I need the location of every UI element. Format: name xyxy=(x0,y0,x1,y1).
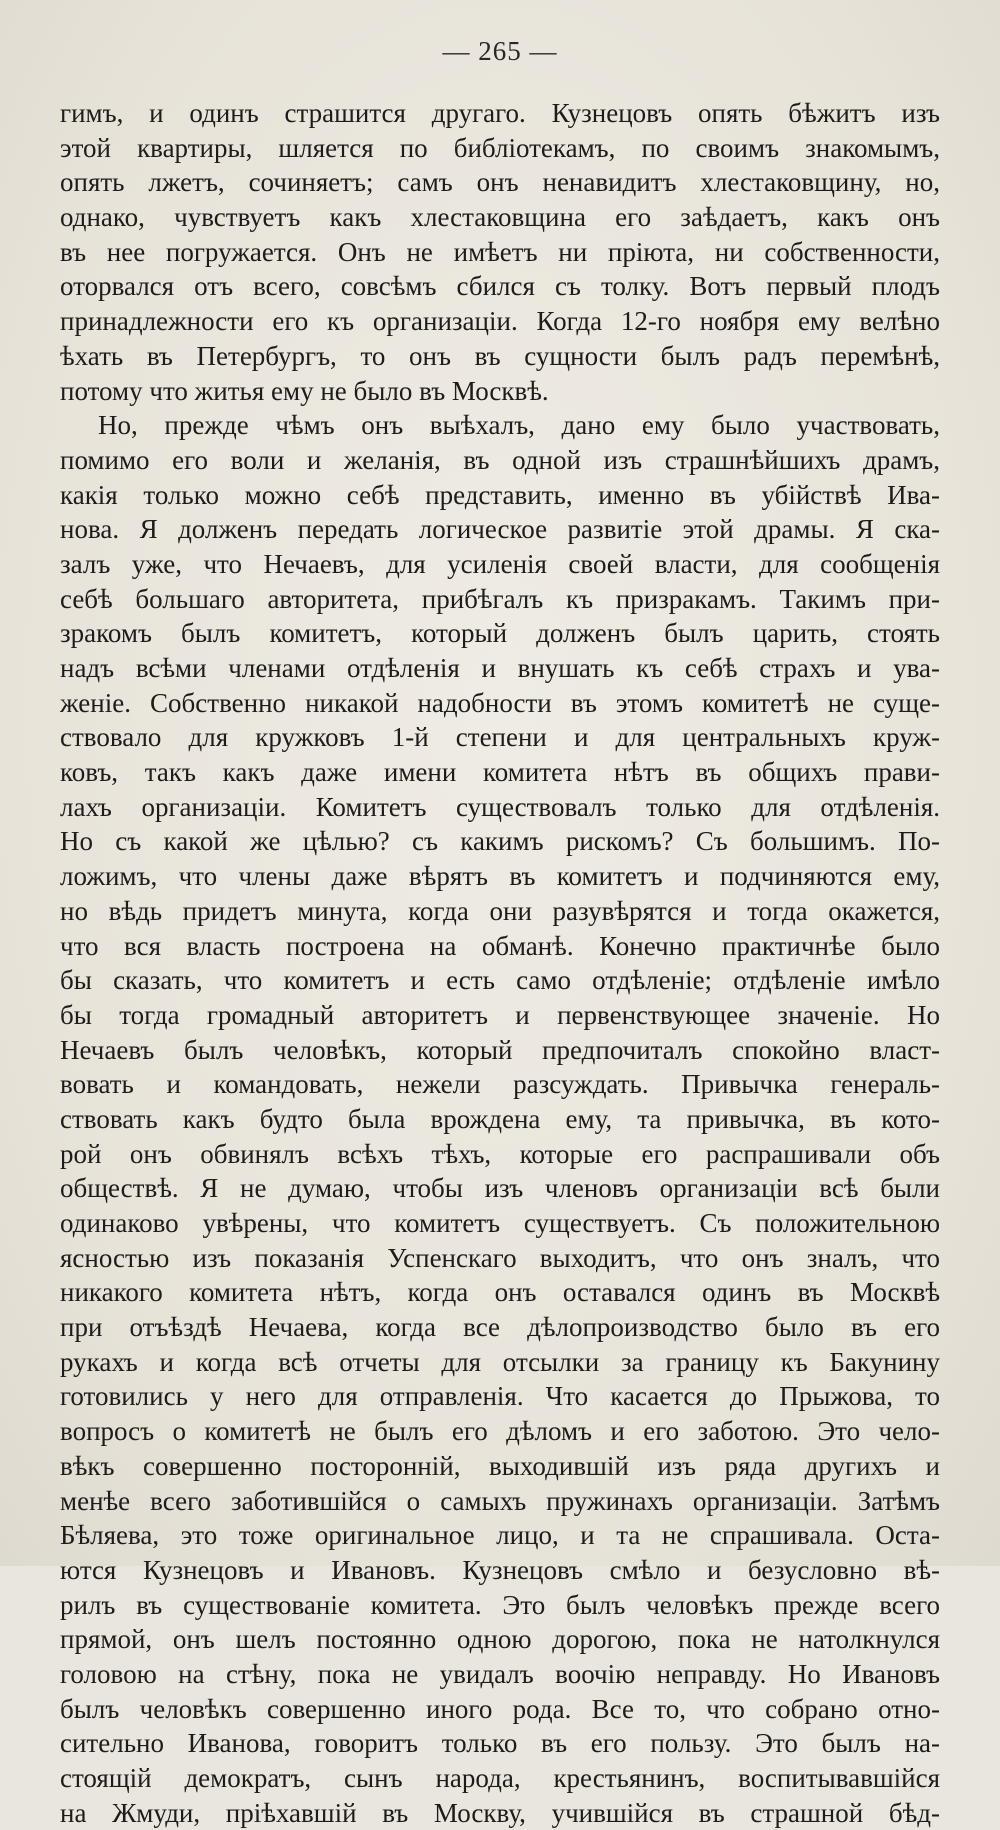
text-line: ствовало для кружковъ 1-й степени и для центральныхъ круж- xyxy=(60,722,940,753)
text-line: готовились у него для отправленія. Что касается до Прыжова, то xyxy=(60,1381,940,1412)
text-line: помимо его воли и желанія, въ одной изъ страшнѣйшихъ драмъ, xyxy=(60,444,940,475)
text-line: но вѣдь придетъ минута, когда они разувѣрятся и тогда окажется, xyxy=(60,895,940,926)
text-line: Но съ какой же цѣлью? съ какимъ рискомъ? Съ большимъ. По- xyxy=(60,826,940,857)
text-line: рукахъ и когда всѣ отчеты для отсылки за границу къ Бакунину xyxy=(60,1346,940,1377)
text-line: ковъ, такъ какъ даже имени комитета нѣтъ въ общихъ прави- xyxy=(60,757,940,788)
text-line: какія только можно себѣ представить, именно въ убійствѣ Ива- xyxy=(60,479,940,510)
text-line: ѣхать въ Петербургъ, то онъ въ сущности былъ радъ перемѣнѣ, xyxy=(60,340,940,371)
text-line: въ нее погружается. Онъ не имѣетъ ни пріюта, ни собственности, xyxy=(60,236,940,267)
text-line: Но, прежде чѣмъ онъ выѣхалъ, дано ему было участвовать, xyxy=(98,410,940,441)
text-line: что вся власть построена на обманѣ. Конечно практичнѣе было xyxy=(60,930,940,961)
text-line: оторвался отъ всего, совсѣмъ сбился съ толку. Вотъ первый плодъ xyxy=(60,271,940,302)
text-line: менѣе всего заботившійся о самыхъ пружинахъ организаціи. Затѣмъ xyxy=(60,1485,940,1516)
text-line: себѣ большаго авторитета, прибѣгалъ къ призракамъ. Такимъ при- xyxy=(60,583,940,614)
text-line: бы сказать, что комитетъ и есть само отдѣленіе; отдѣленіе имѣло xyxy=(60,965,940,996)
text-line: прямой, онъ шелъ постоянно одною дорогою, пока не натолкнулся xyxy=(60,1624,940,1655)
text-line: опять лжетъ, сочиняетъ; самъ онъ ненавидитъ хлестаковщину, но, xyxy=(60,167,940,198)
text-line: вовать и командовать, нежели разсуждать. Привычка генераль- xyxy=(60,1069,940,1100)
text-line: лахъ организаціи. Комитетъ существовалъ только для отдѣленія. xyxy=(60,791,940,822)
text-line: ложимъ, что члены даже вѣрятъ въ комитетъ и подчиняются ему, xyxy=(60,861,940,892)
text-line: Бѣляева, это тоже оригинальное лицо, и та не спрашивала. Оста- xyxy=(60,1520,940,1551)
text-line: ствовать какъ будто была врождена ему, та привычка, въ кото- xyxy=(60,1103,940,1134)
text-line: на Жмуди, пріѣхавшій въ Москву, учившійся въ страшной бѣд- xyxy=(60,1797,940,1828)
text-line: этой квартиры, шляется по библіотекамъ, по своимъ знакомымъ, xyxy=(60,132,940,163)
text-line: при отъѣздѣ Нечаева, когда все дѣлопроизводство было въ его xyxy=(60,1312,940,1343)
text-line: рой онъ обвинялъ всѣхъ тѣхъ, которые его распрашивали объ xyxy=(60,1138,940,1169)
text-line: залъ уже, что Нечаевъ, для усиленія своей власти, для сообщенія xyxy=(60,548,940,579)
text-line: надъ всѣми членами отдѣленія и внушать къ себѣ страхъ и ува- xyxy=(60,653,940,683)
text-line: обществѣ. Я не думаю, чтобы изъ членовъ организаціи всѣ были xyxy=(60,1173,940,1204)
text-line: рилъ въ существованіе комитета. Это былъ человѣкъ прежде всего xyxy=(60,1589,940,1620)
text-line: былъ человѣкъ совершенно иного рода. Все то, что собрано отно- xyxy=(60,1693,940,1724)
text-line: Нечаевъ былъ человѣкъ, который предпочиталъ спокойно власт- xyxy=(60,1034,940,1065)
text-line: ясностью изъ показанія Успенскаго выходитъ, что онъ зналъ, что xyxy=(60,1242,940,1273)
text-line: вѣкъ совершенно посторонній, выходившій изъ ряда другихъ и xyxy=(60,1450,940,1481)
text-line: потому что житья ему не было въ Москвѣ. xyxy=(60,375,549,406)
text-line: принадлежности его къ организаціи. Когда 12-го ноября ему велѣно xyxy=(60,306,940,337)
text-line: бы тогда громадный авторитетъ и первенствующее значеніе. Но xyxy=(60,999,940,1030)
page-number: — 265 — xyxy=(442,36,558,66)
text-line: вопросъ о комитетѣ не былъ его дѣломъ и его заботою. Это чело- xyxy=(60,1416,940,1447)
text-line: зракомъ былъ комитетъ, который долженъ былъ царить, стоять xyxy=(60,618,940,649)
text-line: ются Кузнецовъ и Ивановъ. Кузнецовъ смѣло и безусловно вѣ- xyxy=(60,1554,940,1585)
text-line: стоящій демократъ, сынъ народа, крестьянинъ, воспитывавшійся xyxy=(60,1763,940,1793)
text-line: одинаково увѣрены, что комитетъ существуетъ. Съ положительною xyxy=(60,1208,940,1238)
text-line: сительно Иванова, говоритъ только въ его пользу. Это былъ на- xyxy=(60,1728,940,1759)
body-text xyxy=(60,96,940,1830)
text-line: женіе. Собственно никакой надобности въ этомъ комитетѣ не суще- xyxy=(60,687,940,718)
text-line: гимъ, и одинъ страшится другаго. Кузнецовъ опять бѣжитъ изъ xyxy=(60,98,940,128)
text-line: головою на стѣну, пока не увидалъ воочію неправду. Но Ивановъ xyxy=(60,1658,940,1689)
text-line: однако, чувствуетъ какъ хлестаковщина его заѣдаетъ, какъ онъ xyxy=(60,202,940,233)
text-line: нова. Я долженъ передать логическое развитіе этой драмы. Я ска- xyxy=(60,514,940,545)
text-line: никакого комитета нѣтъ, когда онъ оставался одинъ въ Москвѣ xyxy=(60,1277,940,1308)
